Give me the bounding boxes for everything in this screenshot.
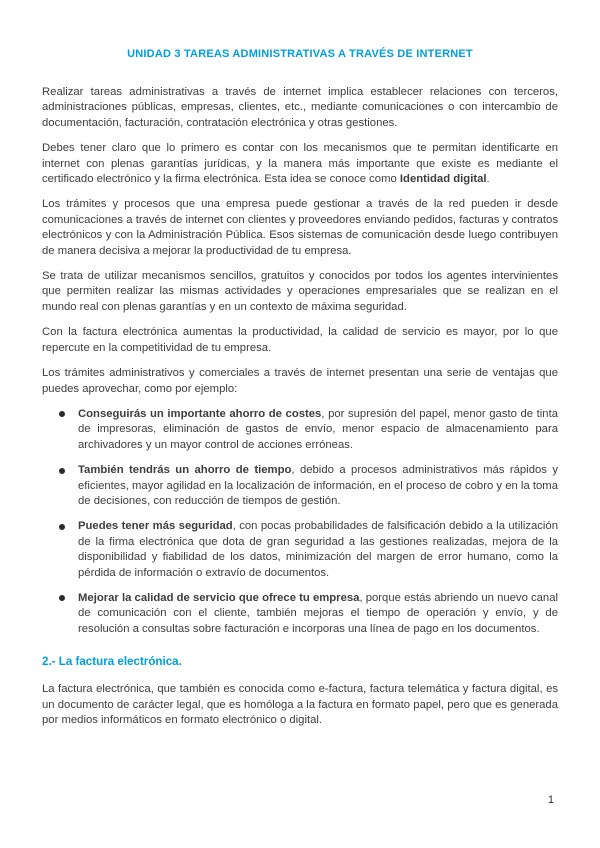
list-item-ahorro-tiempo (42, 463, 558, 509)
bullet-text: , porque estás abriendo un nuevo canal de comunicación con el cliente, también mejoras el tiempo de operación y envío, y de resolución a consultas sobre facturación e incorporas una línea de pago en los documentos. (78, 591, 559, 635)
paragraph-text: . (486, 173, 490, 186)
bullet-icon (59, 524, 65, 530)
bullet-icon (59, 411, 65, 417)
paragraph-text: Debes tener claro que lo primero es contar con los mecanismos que te permitan identificarte en internet con plenas garantías jurídicas, y la manera más importante que existe es mediante el certificado electrónico y la firma electrónica. Esta idea se conoce como (42, 142, 558, 186)
bullet-text: , debido a procesos administrativos más rápidos y eficientes, mayor agilidad en la localización de información, en el proceso de cobro y en la toma de decisiones, con reducción de tiempos de gestión. (78, 464, 558, 507)
intro-paragraph-4: Se trata de utilizar mecanismos sencillos, gratuitos y conocidos por todos los agentes intervinientes que permiten realizar las mismas actividades y operaciones empresariales que se realizan en el mundo real con plenas garantías y en un contexto de máxima seguridad. (42, 270, 558, 313)
intro-paragraph-1: Realizar tareas administrativas a través de internet implica establecer relaciones con terceros, administraciones públicas, empresas, clientes, etc., mediante comunicaciones o con intercambio de documentación, facturación, contratación electrónica y otras gestiones. (42, 86, 558, 129)
intro-paragraph-6: Los trámites administrativos y comerciales a través de internet presentan una serie de ventajas que puedes aprovechar, como por ejemplo: (42, 367, 558, 395)
advantages-list (42, 407, 558, 637)
list-item-mas-seguridad (42, 519, 558, 581)
list-item-ahorro-costes (42, 407, 558, 453)
bullet-text: , por supresión del papel, menor gasto de tinta de impresoras, eliminación de gastos de envío, menor espacio de almacenamiento para archivadores y un mayor control de acciones erróneas. (78, 407, 558, 451)
section-heading-factura-electronica: 2.- La factura electrónica. (42, 655, 182, 669)
bullet-text: , con pocas probabilidades de falsificación debido a la utilización de la firma electrónica que dota de gran seguridad a las gestiones realizadas, mejora de la disponibilidad y fiabilidad de los datos, minimización del margen de error humano, como la pérdida de información o extravío de documentos. (78, 520, 558, 579)
bullet-icon (59, 468, 65, 474)
bullet-lead: También tendrás un ahorro de tiempo (78, 464, 292, 477)
bullet-icon (59, 595, 65, 601)
intro-paragraph-3: Los trámites y procesos que una empresa puede gestionar a través de la red pueden ir desde comunicaciones a través de internet con clientes y proveedores enviando pedidos, facturas y contratos electrónicos y con la Administración Pública. Esos sistemas de comunicación desde luego contribuyen de manera decisiva a mejorar la productividad de tu empresa. (42, 198, 558, 257)
document-title: UNIDAD 3 TAREAS ADMINISTRATIVAS A TRAVÉS DE INTERNET (127, 48, 473, 60)
bullet-lead: Conseguirás un importante ahorro de costes (78, 407, 322, 420)
bold-term-identidad-digital: Identidad digital (399, 173, 487, 186)
bullet-lead: Mejorar la calidad de servicio que ofrece tu empresa (78, 591, 360, 604)
page-number: 1 (547, 794, 554, 806)
section2-paragraph-1: La factura electrónica, que también es conocida como e-factura, factura telemática y factura digital, es un documento de carácter legal, que es homóloga a la factura en formato papel, pero que es generada por medios informáticos en formato electrónico o digital. (42, 683, 558, 726)
list-item-calidad-servicio (42, 591, 558, 637)
intro-paragraph-2 (42, 141, 558, 187)
intro-paragraph-5: Con la factura electrónica aumentas la productividad, la calidad de servicio es mayor, por lo que repercute en la competitividad de tu empresa. (42, 326, 558, 354)
bullet-lead: Puedes tener más seguridad (78, 520, 233, 533)
